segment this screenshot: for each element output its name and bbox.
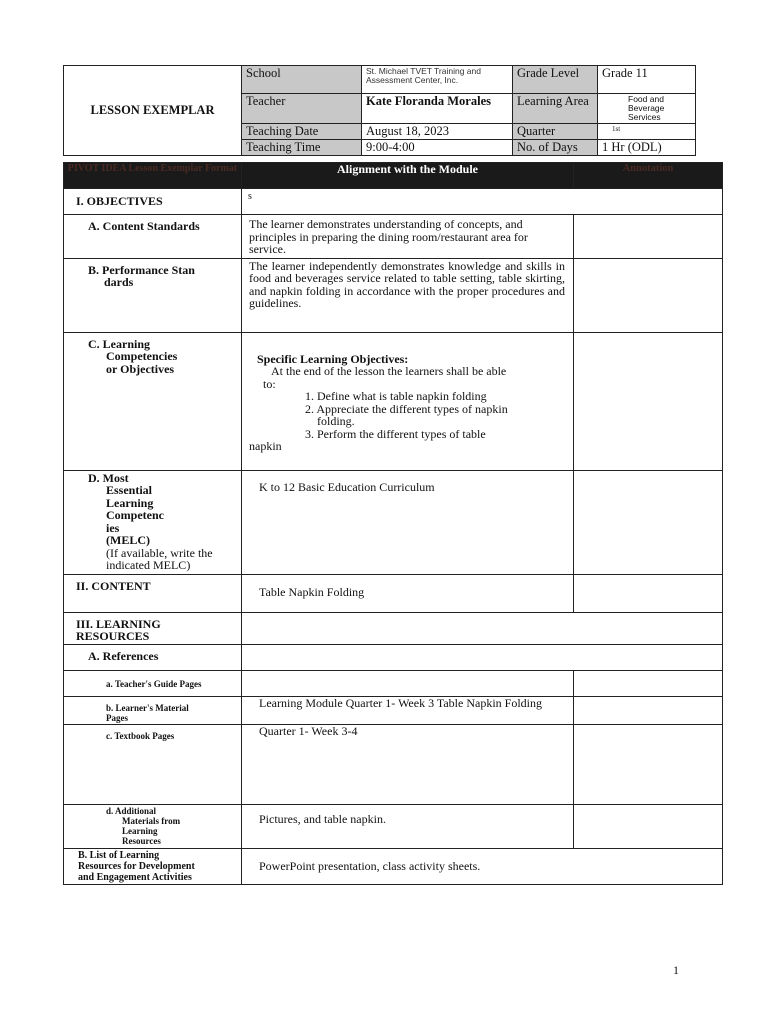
additional-materials-annotation: [574, 804, 723, 848]
melc-label: D. Most Essential Learning Competenc ies (MELC) (If available, write the indicated MELC): [64, 470, 242, 574]
content-standards-annotation: [574, 215, 723, 259]
teaching-time-label: Teaching Time: [242, 140, 362, 156]
content-value: Table Napkin Folding: [242, 574, 574, 612]
learners-material-value: Learning Module Quarter 1- Week 3 Table Napkin Folding: [242, 696, 574, 724]
learning-area-label: Learning Area: [513, 94, 598, 124]
list-resources-label: B. List of Learning Resources for Development and Engagement Activities: [64, 848, 242, 884]
no-of-days-label: No. of Days: [513, 140, 598, 156]
additional-materials-label: d. Additional Materials from Learning Resources: [64, 804, 242, 848]
lesson-table: [63, 162, 723, 885]
learning-area-value: Food and Beverage Services: [598, 94, 696, 124]
additional-materials-value: Pictures, and table napkin.: [242, 804, 574, 848]
teacher-label: Teacher: [242, 94, 362, 124]
content-standards-label: A. Content Standards: [64, 215, 242, 259]
teacher-value: Kate Floranda Morales: [362, 94, 513, 124]
grade-level-value: Grade 11: [598, 66, 696, 94]
grade-level-label: Grade Level: [513, 66, 598, 94]
melc-annotation: [574, 470, 723, 574]
no-of-days-value: 1 Hr (ODL): [598, 140, 696, 156]
melc-value: K to 12 Basic Education Curriculum: [242, 470, 574, 574]
teachers-guide-label: a. Teacher's Guide Pages: [64, 670, 242, 696]
textbook-value: Quarter 1- Week 3-4: [242, 724, 574, 804]
teachers-guide-value: [242, 670, 574, 696]
references-label: A. References: [64, 644, 242, 670]
competencies-value: Specific Learning Objectives: At the end of the lesson the learners shall be able to: 1. Define what is table napkin folding 2. Appreciate the different types of napkin folding. 3. Perform the different types of table napkin: [242, 332, 574, 470]
quarter-label: Quarter: [513, 124, 598, 140]
content-annotation: [574, 574, 723, 612]
quarter-value: 1st: [598, 124, 696, 140]
performance-standards-value: The learner independently demonstrates knowledge and skills in food and beverages service related to table setting, table skirting, and napkin folding in accordance with the proper procedures and guidelines.: [242, 258, 574, 332]
learners-material-annotation: [574, 696, 723, 724]
objectives-label: I. OBJECTIVES: [64, 189, 242, 215]
learning-resources-label: III. LEARNING RESOURCES: [64, 612, 242, 644]
teaching-time-value: 9:00-4:00: [362, 140, 513, 156]
competencies-annotation: [574, 332, 723, 470]
content-standards-value: The learner demonstrates understanding of concepts, and principles in preparing the dining room/restaurant area for service.: [242, 215, 574, 259]
learners-material-label: b. Learner's Material Pages: [64, 696, 242, 724]
references-value: [242, 644, 723, 670]
header-table: [63, 65, 696, 156]
alignment-column-header: Alignment with the Module: [242, 163, 574, 189]
competencies-label: C. Learning Competencies or Objectives: [64, 332, 242, 470]
textbook-annotation: [574, 724, 723, 804]
performance-standards-label: B. Performance Stan dards: [64, 258, 242, 332]
annotation-column-header: Annotation: [574, 163, 723, 189]
learning-resources-value: [242, 612, 723, 644]
teachers-guide-annotation: [574, 670, 723, 696]
format-column-header: PIVOT IDEA Lesson Exemplar Format: [64, 163, 242, 189]
teaching-date-value: August 18, 2023: [362, 124, 513, 140]
list-resources-value: PowerPoint presentation, class activity sheets.: [242, 848, 723, 884]
school-value: St. Michael TVET Training and Assessment Center, Inc.: [362, 66, 513, 94]
lesson-exemplar-title: LESSON EXEMPLAR: [64, 66, 242, 156]
textbook-label: c. Textbook Pages: [64, 724, 242, 804]
teaching-date-label: Teaching Date: [242, 124, 362, 140]
objectives-value: s: [242, 189, 723, 215]
performance-standards-annotation: [574, 258, 723, 332]
school-label: School: [242, 66, 362, 94]
content-label: II. CONTENT: [64, 574, 242, 612]
page-number: 1: [673, 963, 679, 977]
